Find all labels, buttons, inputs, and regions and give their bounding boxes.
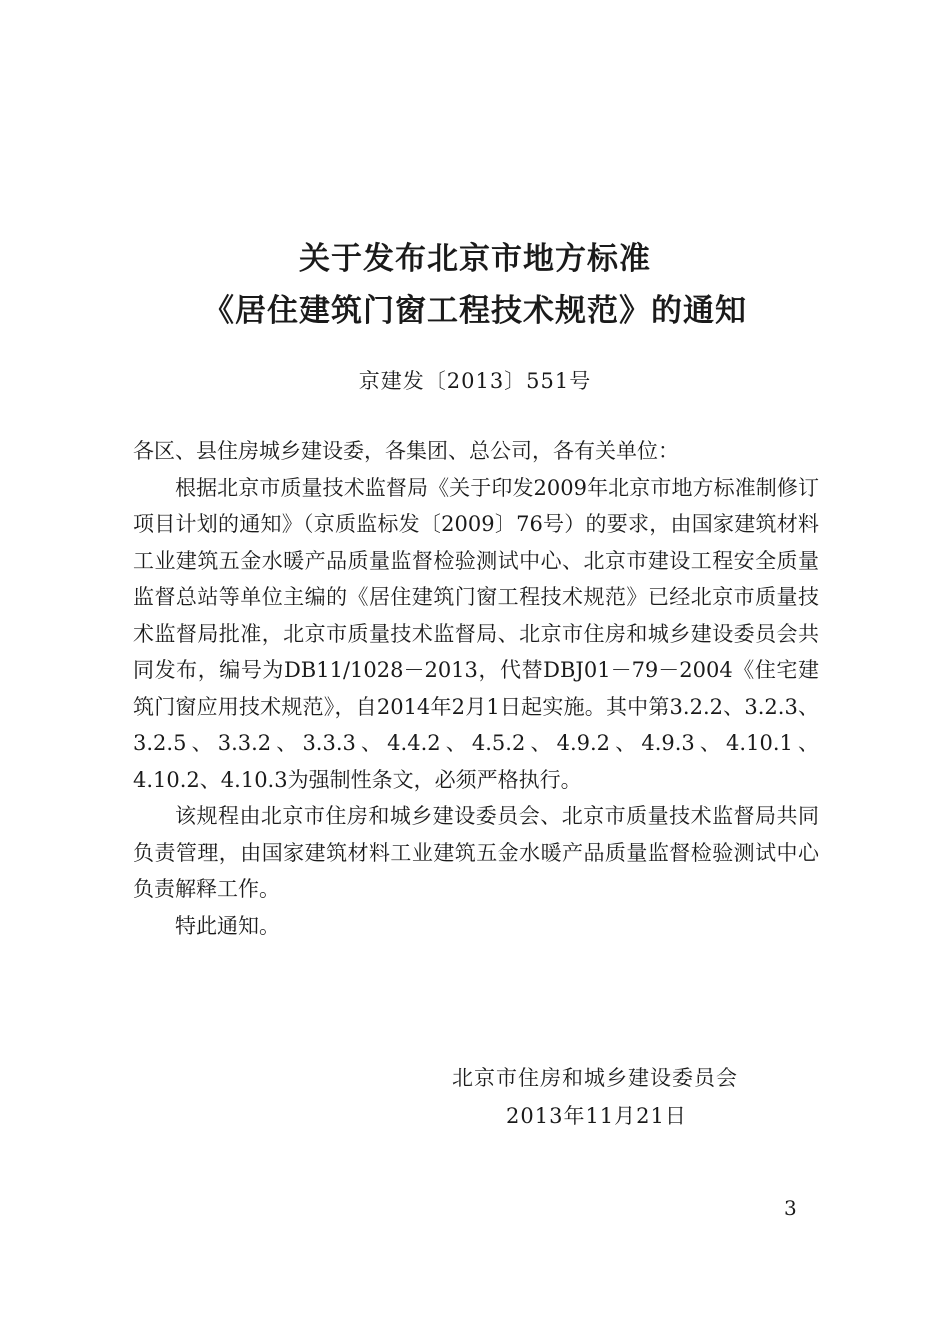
document-number: 京建发〔2013〕551号 xyxy=(358,369,592,393)
paragraph-management: 该规程由北京市住房和城乡建设委员会、北京市质量技术监督局共同负责管理，由国家建筑材料工业建筑五金水暖产品质量监督检验测试中心负责解释工作。 xyxy=(133,804,819,901)
notice-title-line-1: 关于发布北京市地方标准 xyxy=(299,241,651,277)
paragraph-closing: 特此通知。 xyxy=(175,913,280,938)
issue-date: 2013年11月21日 xyxy=(506,1104,687,1128)
notice-title-line-2: 《居住建筑门窗工程技术规范》的通知 xyxy=(203,293,747,329)
issuer-signature: 北京市住房和城乡建设委员会 xyxy=(452,1066,738,1090)
notice-body xyxy=(133,433,819,944)
page-number: 3 xyxy=(784,1196,797,1220)
salutation: 各区、县住房城乡建设委，各集团、总公司，各有关单位： xyxy=(133,439,679,463)
paragraph-announcement: 根据北京市质量技术监督局《关于印发2009年北京市地方标准制修订项目计划的通知》（京质监标发〔2009〕76号）的要求，由国家建筑材料工业建筑五金水暖产品质量监督检验测试中心、北京市建设工程安全质量监督总站等单位主编的《居住建筑门窗工程技术规范》已经北京市质量技术监督局批准，北京市质量技术监督局、北京市住房和城乡建设委员会共同发布，编号为DB11/1028－2013，代替DBJ01－79－2004《住宅建筑门窗应用技术规范》，自2014年2月1日起实施。其中第3.2.2、3.2.3、3.2.5、3.3.2、3.3.3、4.4.2、4.5.2、4.9.2、4.9.3、4.10.1、4.10.2、4.10.3为强制性条文，必须严格执行。 xyxy=(133,475,819,792)
